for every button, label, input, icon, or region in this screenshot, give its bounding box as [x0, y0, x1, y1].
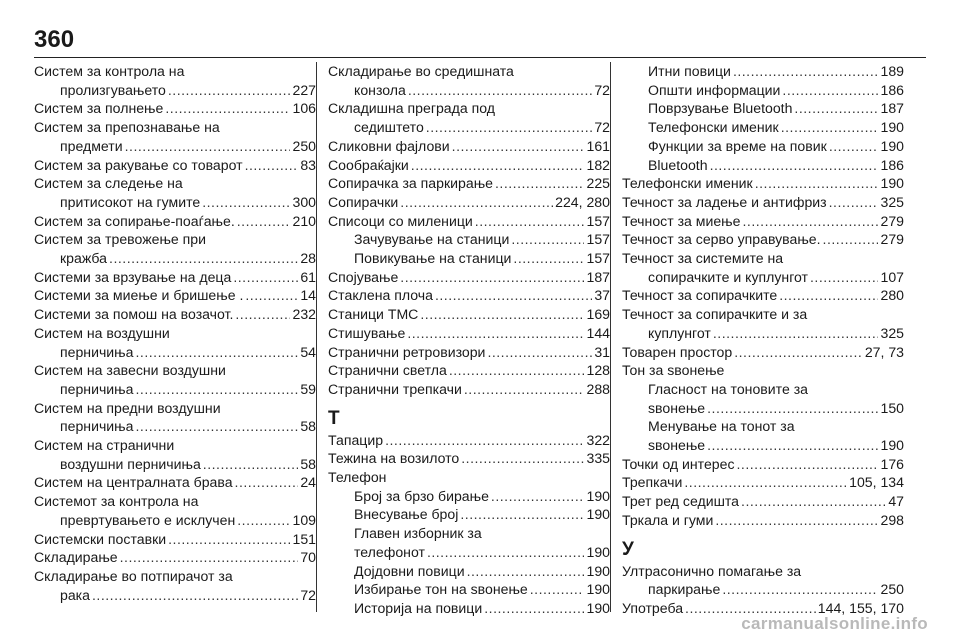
index-entry — [328, 380, 610, 399]
entry-text: Течност за сопирачките и за — [622, 306, 808, 323]
page-number: 360 — [34, 26, 75, 53]
dot-leader — [734, 343, 863, 362]
page-reference: 128 — [586, 362, 610, 379]
index-entry — [328, 268, 610, 287]
entry-text: Употреба — [622, 599, 684, 616]
page-reference: 59 — [300, 380, 316, 397]
entry-text: Bluetooth — [648, 156, 708, 173]
index-entry — [34, 230, 316, 267]
entry-text: Течност за миење — [622, 212, 741, 229]
dot-leader — [484, 599, 584, 618]
dot-leader — [237, 511, 290, 530]
dot-leader — [513, 249, 584, 268]
dot-leader — [707, 436, 878, 455]
page-reference: 325 — [880, 324, 904, 341]
entry-text: Број за брзо бирање — [354, 487, 489, 504]
dot-leader — [235, 305, 290, 324]
index-subentry — [622, 380, 904, 417]
entry-text: Течност за серво управување. — [622, 231, 821, 248]
page-reference: 325 — [880, 193, 904, 210]
page-reference: 250 — [880, 581, 904, 598]
entry-text: Течност за системите на — [622, 250, 784, 267]
dot-leader — [385, 431, 584, 450]
page-reference: 150 — [880, 399, 904, 416]
entry-text: Складирање во потпирачот за — [34, 567, 233, 584]
dot-leader — [713, 324, 879, 343]
page-reference: 72 — [594, 81, 610, 98]
entry-text: ѕвонење — [648, 437, 706, 454]
entry-text: Систем на предни воздушни — [34, 399, 221, 416]
index-entry — [328, 468, 610, 487]
index-entry — [34, 530, 316, 549]
dot-leader — [135, 343, 298, 362]
index-column-1 — [34, 62, 316, 604]
dot-leader — [135, 417, 298, 436]
page-reference: 232 — [292, 306, 316, 323]
page-reference: 83 — [300, 156, 316, 173]
entry-text: Спојување — [328, 268, 399, 285]
dot-leader — [475, 212, 585, 231]
index-subentry — [622, 99, 904, 118]
index-entry — [622, 343, 904, 362]
dot-leader — [495, 174, 584, 193]
page-reference: 190 — [880, 119, 904, 136]
entry-text: Систем на завесни воздушни — [34, 362, 226, 379]
dot-leader — [120, 548, 299, 567]
page-reference: 144 — [586, 324, 610, 341]
page-reference: 187 — [586, 268, 610, 285]
index-entry — [328, 361, 610, 380]
page-reference: 190 — [586, 506, 610, 523]
dot-leader — [420, 305, 584, 324]
entry-text: Внесување број — [354, 506, 459, 523]
index-entry — [328, 449, 610, 468]
dot-leader — [400, 193, 553, 212]
index-entry — [622, 562, 904, 599]
page-reference: 161 — [586, 137, 610, 154]
index-subentry — [622, 81, 904, 100]
dot-leader — [245, 156, 299, 175]
entry-text: превртувањето е исклучен — [60, 511, 236, 528]
entry-text: Системи за миење и бришење . — [34, 287, 244, 304]
page-reference: 190 — [586, 562, 610, 579]
entry-text: Систем за полнење — [34, 100, 164, 117]
index-letter-heading: У — [622, 538, 634, 560]
page-reference: 190 — [586, 543, 610, 560]
index-entry — [34, 361, 316, 398]
index-subentry — [622, 137, 904, 156]
entry-text: Системи за помош на возачот. — [34, 306, 234, 323]
entry-text: Функции за време на повик — [648, 137, 827, 154]
entry-text: Списоци со миленици — [328, 212, 473, 229]
entry-text: куплунгот — [648, 324, 711, 341]
dot-leader — [755, 174, 879, 193]
index-entry — [622, 305, 904, 342]
page-reference: 47 — [888, 493, 904, 510]
entry-text: Систем за тревожење при — [34, 231, 207, 248]
page-reference: 61 — [300, 268, 316, 285]
index-entry — [34, 156, 316, 175]
column-divider-1 — [316, 62, 317, 612]
dot-leader — [203, 455, 299, 474]
entry-text: пролизгувањето — [60, 81, 166, 98]
index-entry — [328, 99, 610, 136]
dot-leader — [461, 449, 584, 468]
entry-text: Ултрасонично помагање за — [622, 562, 802, 579]
dot-leader — [400, 268, 584, 287]
dot-leader — [684, 473, 847, 492]
entry-text: конзола — [354, 81, 406, 98]
entry-text: Странични светла — [328, 362, 447, 379]
dot-leader — [707, 399, 878, 418]
page-reference: 28 — [300, 250, 316, 267]
dot-leader — [737, 455, 879, 474]
entry-text: Товарен простор — [622, 343, 733, 360]
index-entry — [34, 436, 316, 473]
index-entry — [328, 324, 610, 343]
index-entry — [34, 99, 316, 118]
dot-leader — [794, 99, 878, 118]
index-entry — [34, 62, 316, 99]
entry-text: притисокот на гумите — [60, 193, 201, 210]
index-entry — [34, 399, 316, 436]
page-reference: 187 — [880, 100, 904, 117]
entry-text: Систем за ракување со товарот — [34, 156, 243, 173]
index-entry — [34, 567, 316, 604]
entry-text: Поврзување Bluetooth — [648, 100, 793, 117]
entry-text: Зачувување на станици — [354, 231, 510, 248]
entry-text: Историја на повици — [354, 599, 483, 616]
dot-leader — [135, 380, 298, 399]
page-reference: 288 — [586, 380, 610, 397]
index-entry — [622, 361, 904, 380]
index-entry — [328, 174, 610, 193]
dot-leader — [530, 580, 585, 599]
page-reference: 227 — [292, 81, 316, 98]
page-reference: 58 — [300, 418, 316, 435]
entry-text: седиштето — [354, 119, 424, 136]
dot-leader — [511, 230, 584, 249]
dot-leader — [491, 487, 585, 506]
index-entry — [328, 305, 610, 324]
index-column-3 — [622, 62, 904, 618]
page-reference: 190 — [880, 437, 904, 454]
index-entry — [622, 286, 904, 305]
dot-leader — [237, 212, 291, 231]
index-entry — [328, 156, 610, 175]
entry-text: Систем за контрола на — [34, 63, 185, 79]
entry-text: рака — [60, 586, 90, 603]
page-reference: 190 — [586, 487, 610, 504]
index-entry — [622, 473, 904, 492]
index-entry — [622, 511, 904, 530]
entry-text: кражба — [60, 250, 108, 267]
entry-text: Систем за следење на — [34, 175, 183, 192]
page-reference: 176 — [880, 455, 904, 472]
dot-leader — [779, 286, 878, 305]
index-subentry — [328, 230, 610, 249]
dot-leader — [467, 562, 585, 581]
page-reference: 70 — [300, 549, 316, 566]
dot-leader — [782, 81, 878, 100]
entry-text: Складишна преграда под — [328, 100, 495, 117]
page-reference: 189 — [880, 63, 904, 79]
page-reference: 54 — [300, 343, 316, 360]
entry-text: Систем на централната брава — [34, 474, 233, 491]
page-reference: 298 — [880, 511, 904, 528]
entry-text: Тежина на возилото — [328, 450, 460, 467]
index-subentry — [328, 599, 610, 618]
entry-text: Итни повици — [648, 63, 731, 79]
dot-leader — [464, 380, 585, 399]
entry-text: Гласност на тоновите за — [648, 380, 808, 397]
page-reference: 224, 280 — [555, 193, 610, 210]
dot-leader — [408, 81, 592, 100]
index-entry — [622, 212, 904, 231]
page-reference: 24 — [300, 474, 316, 491]
dot-leader — [449, 361, 585, 380]
page-reference: 279 — [880, 212, 904, 229]
page-reference: 300 — [292, 193, 316, 210]
index-entry — [622, 492, 904, 511]
index-entry — [328, 431, 610, 450]
entry-text: Повикување на станици — [354, 250, 512, 267]
index-letter-heading: Т — [328, 407, 340, 429]
dot-leader — [233, 268, 298, 287]
entry-text: Странични ретровизори — [328, 343, 486, 360]
dot-leader — [810, 268, 878, 287]
header-rule — [34, 57, 926, 58]
entry-text: Складирање — [34, 549, 118, 566]
index-entry — [34, 212, 316, 231]
dot-leader — [741, 492, 886, 511]
index-entry — [34, 174, 316, 211]
dot-leader — [742, 212, 878, 231]
entry-text: Општи информации — [648, 81, 781, 98]
column-divider-2 — [610, 62, 611, 612]
page-reference: 279 — [880, 231, 904, 248]
page-reference: 14 — [300, 287, 316, 304]
index-entry — [622, 230, 904, 249]
index-subentry — [328, 562, 610, 581]
entry-text: предмети — [60, 137, 123, 154]
entry-text: Складирање во средишната — [328, 63, 514, 79]
entry-text: Трепкачи — [622, 474, 683, 491]
page-reference: 37 — [594, 287, 610, 304]
dot-leader — [829, 193, 879, 212]
index-entry — [622, 193, 904, 212]
page-reference: 105, 134 — [849, 474, 904, 491]
entry-text: Стаклена плоча — [328, 287, 433, 304]
entry-text: перничиња — [60, 418, 134, 435]
entry-text: Телефон — [328, 469, 387, 486]
index-subentry — [328, 580, 610, 599]
entry-text: Течност за ладење и антифриз — [622, 193, 827, 210]
page-reference: 58 — [300, 455, 316, 472]
page-reference: 157 — [586, 231, 610, 248]
entry-text: Систем на странични — [34, 437, 175, 454]
index-entry — [328, 137, 610, 156]
entry-text: Течност за сопирачките — [622, 287, 778, 304]
page-reference: 109 — [292, 511, 316, 528]
entry-text: Сопирачки — [328, 193, 399, 210]
dot-leader — [487, 343, 592, 362]
entry-text: Тон за ѕвонење — [622, 362, 725, 379]
index-entry — [34, 268, 316, 287]
page-reference: 280 — [880, 287, 904, 304]
index-entry — [328, 343, 610, 362]
entry-text: Станици TMC — [328, 306, 419, 323]
page-reference: 190 — [880, 137, 904, 154]
entry-text: Телефонски именик — [648, 119, 779, 136]
index-entry — [622, 249, 904, 286]
dot-leader — [407, 324, 584, 343]
index-entry — [328, 193, 610, 212]
entry-text: Трет ред седишта — [622, 493, 740, 510]
page-reference: 157 — [586, 212, 610, 229]
index-subentry — [622, 118, 904, 137]
entry-text: воздушни перничиња — [60, 455, 201, 472]
index-entry — [34, 473, 316, 492]
dot-leader — [426, 118, 593, 137]
entry-text: сопирачките и куплунгот — [648, 268, 809, 285]
dot-leader — [165, 99, 290, 118]
dot-leader — [781, 118, 879, 137]
page-reference: 27, 73 — [864, 343, 904, 360]
entry-text: Избирање тон на ѕвонење — [354, 581, 528, 598]
dot-leader — [823, 230, 879, 249]
index-subentry — [622, 62, 904, 81]
dot-leader — [125, 137, 291, 156]
entry-text: Телефонски именик — [622, 175, 753, 192]
index-entry — [34, 324, 316, 361]
entry-text: Дојдовни повици — [354, 562, 465, 579]
page-reference: 250 — [292, 137, 316, 154]
page-reference: 190 — [586, 599, 610, 616]
index-entry — [622, 174, 904, 193]
entry-text: Сообраќајки — [328, 156, 409, 173]
watermark: carmanualsonline.info — [741, 614, 928, 633]
index-entry — [34, 305, 316, 324]
dot-leader — [715, 511, 878, 530]
entry-text: Странични трепкачи — [328, 380, 462, 397]
index-subentry — [622, 156, 904, 175]
page-reference: 335 — [586, 450, 610, 467]
page-reference: 190 — [880, 175, 904, 192]
page-reference: 106 — [292, 100, 316, 117]
index-column-2 — [328, 62, 610, 618]
entry-text: Системски поставки — [34, 530, 167, 547]
page-reference: 72 — [300, 586, 316, 603]
dot-leader — [245, 286, 298, 305]
dot-leader — [710, 156, 879, 175]
dot-leader — [168, 81, 291, 100]
entry-text: Систем на воздушни — [34, 324, 170, 341]
dot-leader — [109, 249, 298, 268]
index-entry — [328, 212, 610, 231]
entry-text: ѕвонење — [648, 399, 706, 416]
entry-text: перничиња — [60, 343, 134, 360]
dot-leader — [411, 156, 585, 175]
page-reference: 190 — [586, 581, 610, 598]
page-reference: 31 — [594, 343, 610, 360]
dot-leader — [452, 137, 585, 156]
page-reference: 210 — [292, 212, 316, 229]
entry-text: Точки од интерес — [622, 455, 735, 472]
entry-text: Сликовни фајлови — [328, 137, 450, 154]
page-reference: 186 — [880, 81, 904, 98]
index-subentry — [328, 505, 610, 524]
dot-leader — [202, 193, 290, 212]
page-reference: 144, 155, 170 — [817, 599, 904, 616]
entry-text: Тркала и гуми — [622, 511, 714, 528]
index-entry — [34, 492, 316, 529]
index-entry — [622, 455, 904, 474]
page-reference: 182 — [586, 156, 610, 173]
dot-leader — [435, 286, 592, 305]
entry-text: Менување на тонот за — [648, 418, 795, 435]
index-subentry — [328, 524, 610, 561]
index-entry — [34, 548, 316, 567]
entry-text: Тапацир — [328, 431, 384, 448]
index-entry — [328, 286, 610, 305]
entry-text: Систем за сопирање-поаѓање. — [34, 212, 235, 229]
dot-leader — [235, 473, 299, 492]
page-reference: 186 — [880, 156, 904, 173]
index-subentry — [328, 249, 610, 268]
dot-leader — [92, 586, 298, 605]
entry-text: Системи за врзување на деца — [34, 268, 232, 285]
page-reference: 72 — [594, 119, 610, 136]
entry-text: перничиња — [60, 380, 134, 397]
entry-text: Системот за контрола на — [34, 493, 199, 510]
entry-text: паркирање — [648, 581, 721, 598]
entry-text: Сопирачка за паркирање — [328, 175, 493, 192]
entry-text: Систем за препознавање на — [34, 119, 220, 136]
index-entry — [34, 118, 316, 155]
page-reference: 157 — [586, 250, 610, 267]
entry-text: телефонот — [354, 543, 425, 560]
page-reference: 151 — [292, 530, 316, 547]
index-subentry — [328, 487, 610, 506]
dot-leader — [427, 543, 585, 562]
page-reference: 322 — [586, 431, 610, 448]
page-reference: 225 — [586, 175, 610, 192]
dot-leader — [733, 62, 879, 81]
dot-leader — [722, 580, 878, 599]
page-reference: 169 — [586, 306, 610, 323]
dot-leader — [829, 137, 879, 156]
index-entry — [328, 62, 610, 99]
entry-text: Стишување — [328, 324, 406, 341]
entry-text: Главен изборник за — [354, 525, 482, 542]
dot-leader — [460, 505, 584, 524]
page-reference: 107 — [880, 268, 904, 285]
index-subentry — [622, 417, 904, 454]
index-entry — [34, 286, 316, 305]
dot-leader — [168, 530, 290, 549]
